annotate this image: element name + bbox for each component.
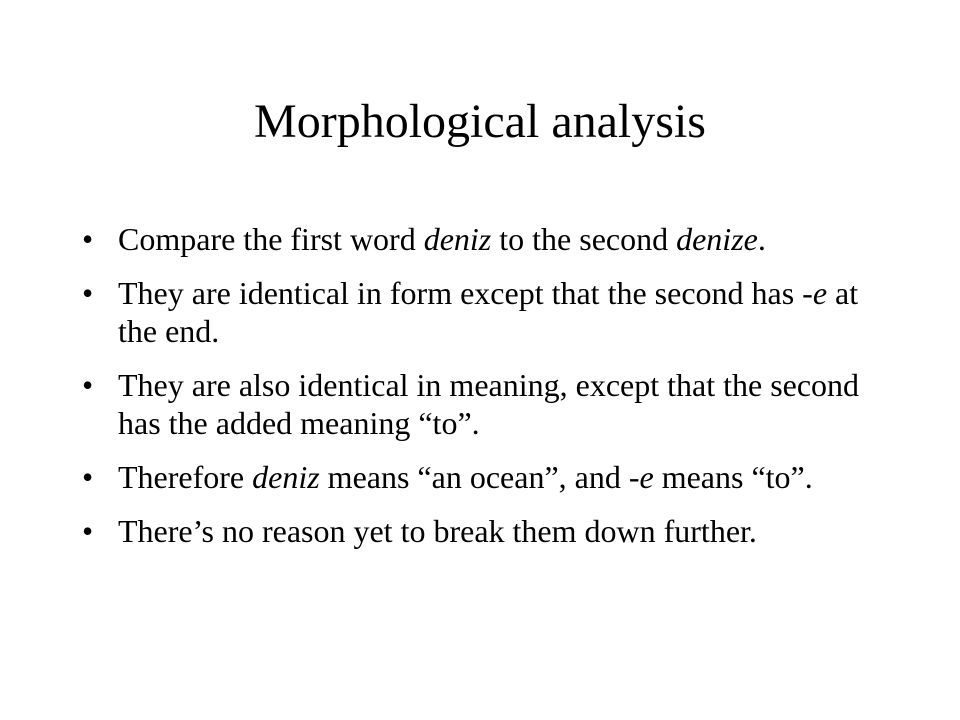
text-segment: means “to”. bbox=[653, 459, 813, 495]
bullet-item bbox=[82, 366, 882, 442]
text-segment: Compare the first word bbox=[118, 221, 424, 257]
bullet-marker: • bbox=[82, 459, 94, 495]
italic-word: deniz bbox=[252, 459, 320, 495]
bullet-text bbox=[118, 275, 858, 349]
text-segment: Therefore bbox=[118, 459, 253, 495]
bullet-item bbox=[82, 512, 882, 550]
text-segment: . bbox=[757, 221, 766, 257]
italic-word: denize bbox=[676, 221, 758, 257]
bullet-list bbox=[82, 220, 882, 566]
bullet-marker: • bbox=[82, 513, 94, 549]
bullet-text bbox=[118, 221, 766, 257]
slide-title: Morphological analysis bbox=[254, 95, 706, 148]
bullet-marker: • bbox=[82, 367, 94, 403]
bullet-text bbox=[118, 513, 757, 549]
bullet-marker: • bbox=[82, 275, 94, 311]
italic-word: e bbox=[639, 459, 654, 495]
bullet-text bbox=[118, 367, 859, 441]
bullet-item bbox=[82, 274, 882, 350]
text-segment: They are also identical in meaning, except that the second has the added meaning “to”. bbox=[118, 367, 860, 441]
text-segment: They are identical in form except that the second has - bbox=[118, 275, 813, 311]
bullet-item bbox=[82, 220, 882, 258]
text-segment: means “an ocean”, and - bbox=[319, 459, 640, 495]
bullet-marker: • bbox=[82, 221, 94, 257]
text-segment: at the end. bbox=[118, 275, 859, 349]
text-segment: There’s no reason yet to break them down further. bbox=[118, 513, 757, 549]
text-segment: to the second bbox=[491, 221, 677, 257]
bullet-item bbox=[82, 458, 882, 496]
bullet-text bbox=[118, 459, 813, 495]
italic-word: e bbox=[812, 275, 828, 311]
italic-word: deniz bbox=[423, 221, 492, 257]
